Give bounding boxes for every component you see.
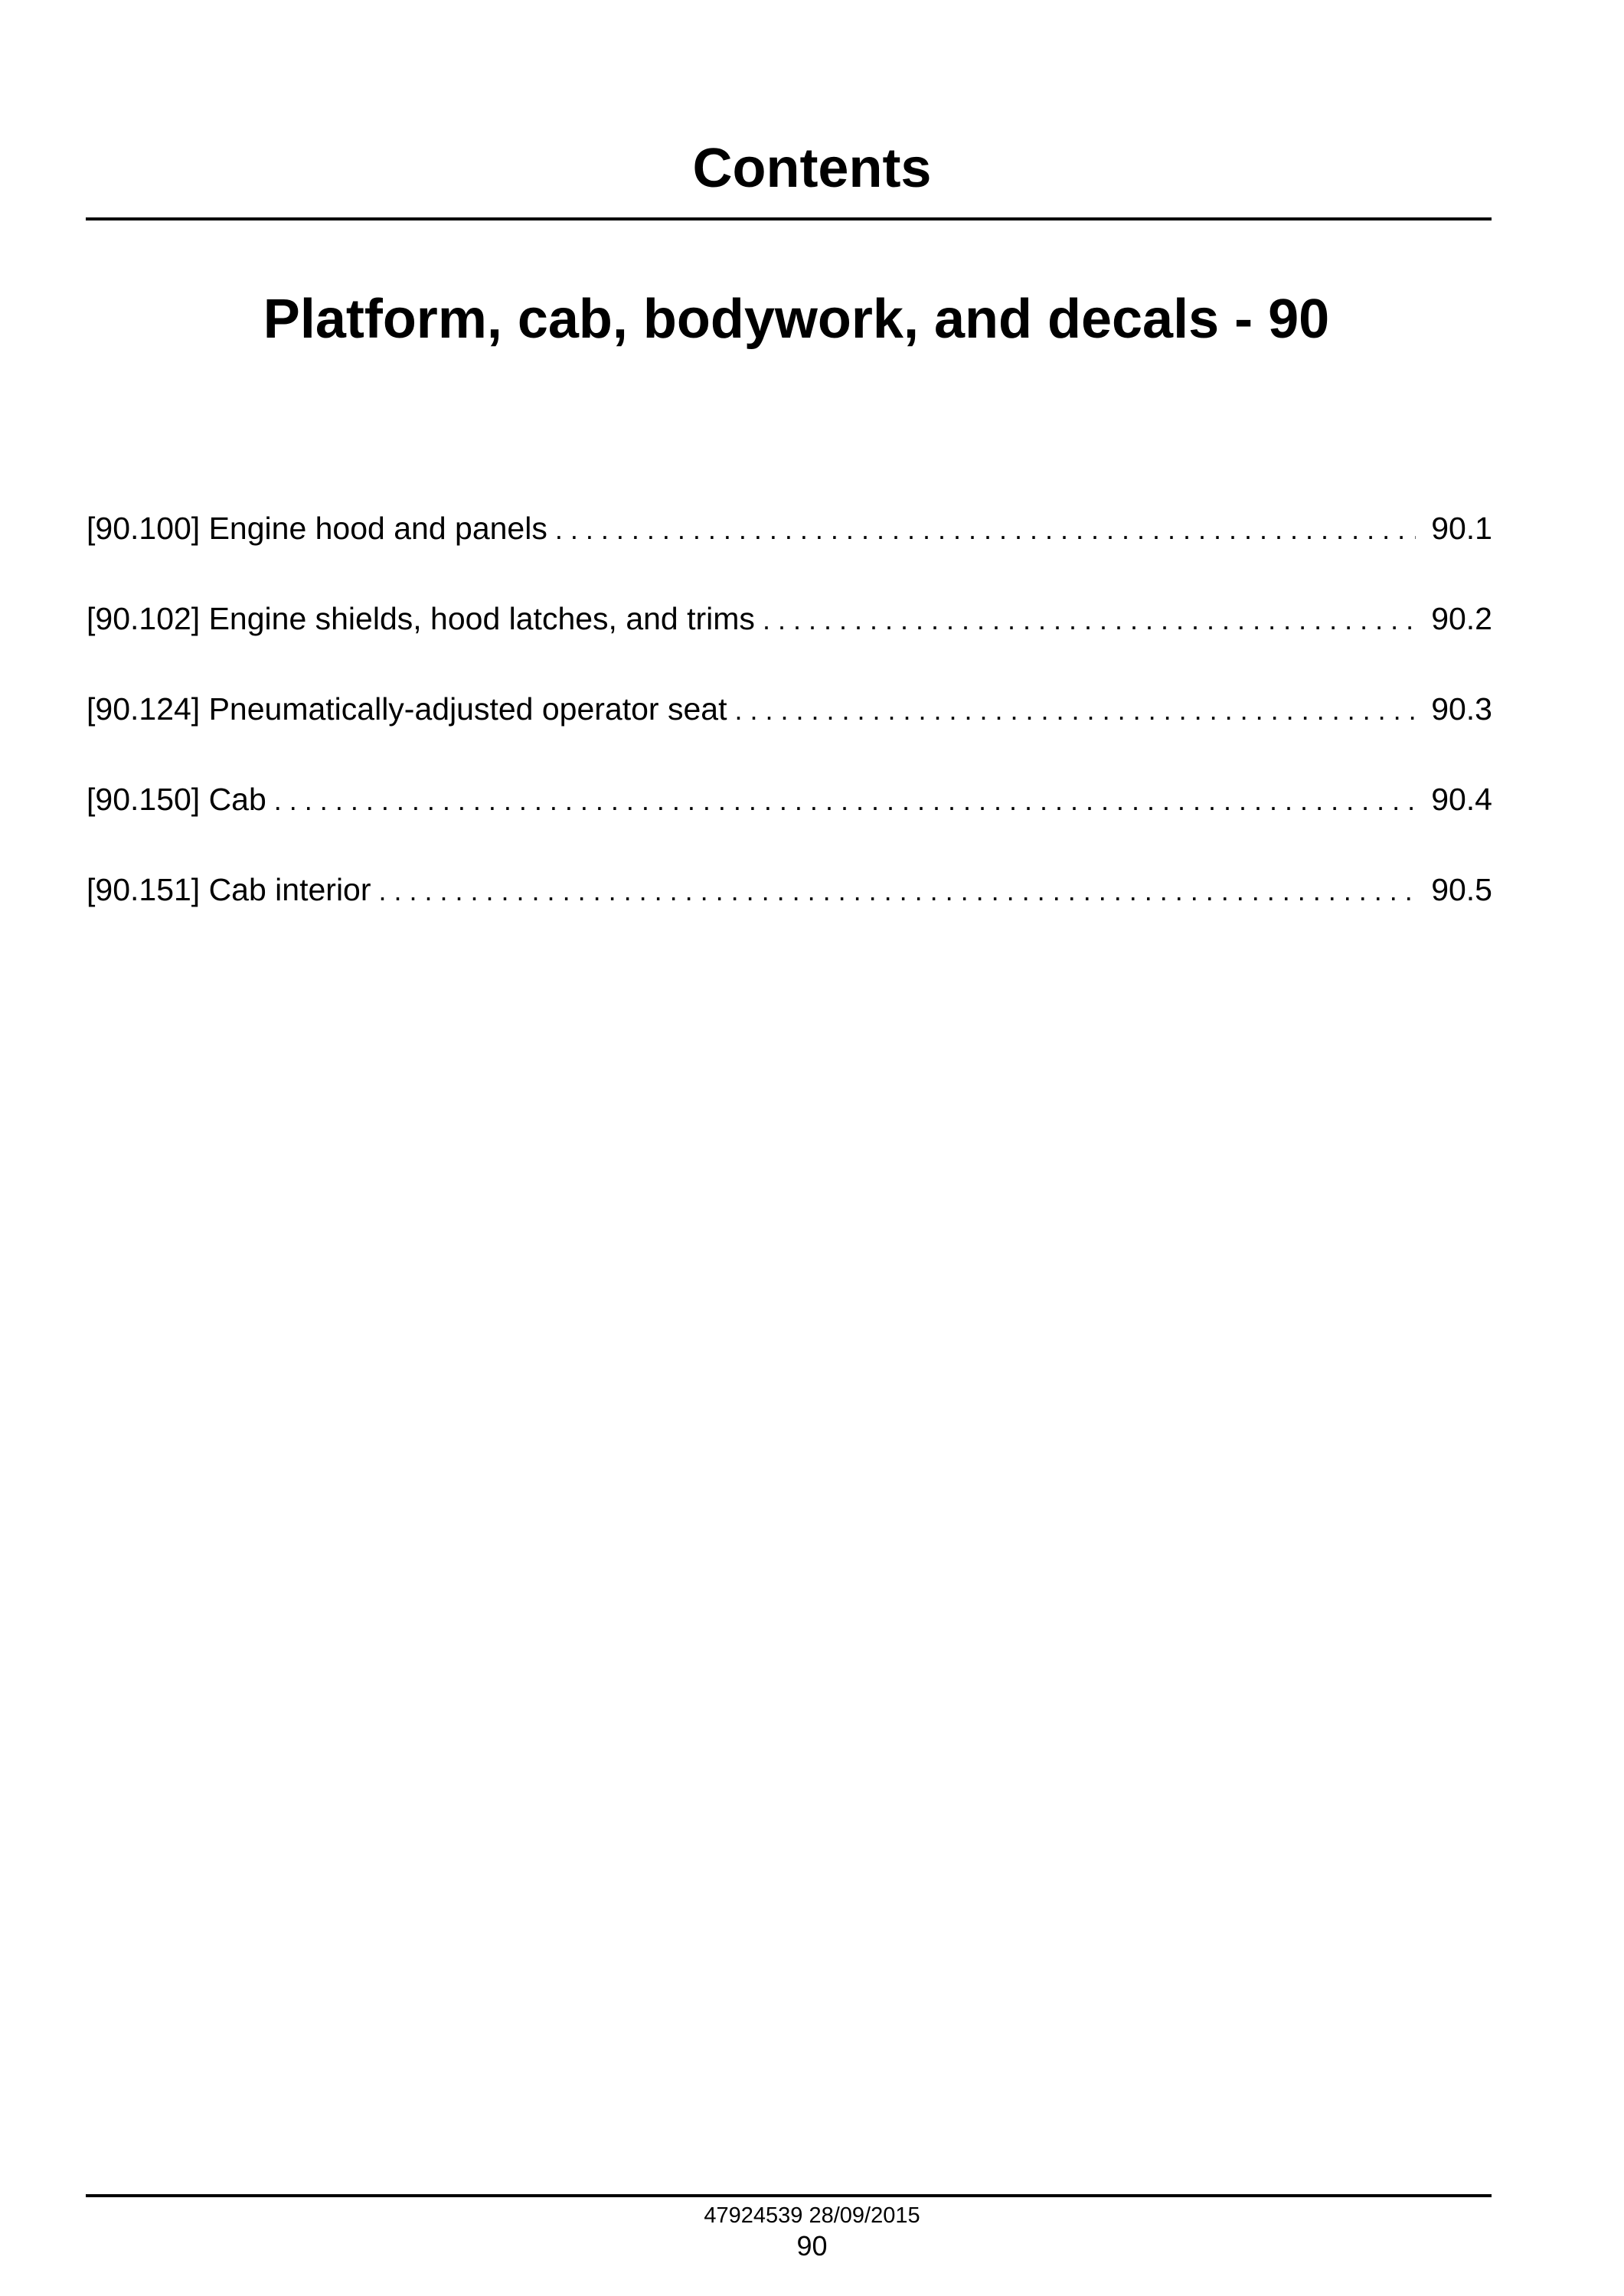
toc-entry[interactable] [87, 769, 1492, 859]
toc-entry-page: 90.2 [1431, 601, 1492, 636]
toc-entry-label: [90.100] Engine hood and panels [87, 511, 547, 546]
toc-entry-page: 90.3 [1431, 691, 1492, 727]
toc-entry-page: 90.5 [1431, 872, 1492, 907]
toc-entry-page: 90.4 [1431, 782, 1492, 817]
toc-entry-label: [90.150] Cab [87, 782, 266, 817]
toc-entry-label: [90.124] Pneumatically-adjusted operator seat [87, 691, 727, 727]
dot-leader [274, 770, 1416, 831]
toc-entry[interactable] [87, 588, 1492, 678]
toc-entry[interactable] [87, 678, 1492, 769]
toc-entry-label: [90.151] Cab interior [87, 872, 371, 907]
header-divider [86, 217, 1492, 220]
dot-leader [734, 680, 1416, 741]
dot-leader [555, 499, 1416, 560]
page-title: Contents [692, 138, 932, 199]
toc-entry-label: [90.102] Engine shields, hood latches, and trims [87, 601, 755, 636]
footer-document-code: 47924539 28/09/2015 [704, 2203, 920, 2228]
footer-divider [86, 2194, 1492, 2197]
dot-leader [763, 590, 1416, 651]
toc-entry[interactable] [87, 859, 1492, 949]
toc-entry-page: 90.1 [1431, 511, 1492, 546]
table-of-contents [87, 498, 1492, 949]
toc-entry[interactable] [87, 498, 1492, 588]
dot-leader [379, 861, 1417, 922]
footer-page-number: 90 [796, 2230, 828, 2262]
section-title: Platform, cab, bodywork, and decals - 90 [263, 289, 1330, 350]
